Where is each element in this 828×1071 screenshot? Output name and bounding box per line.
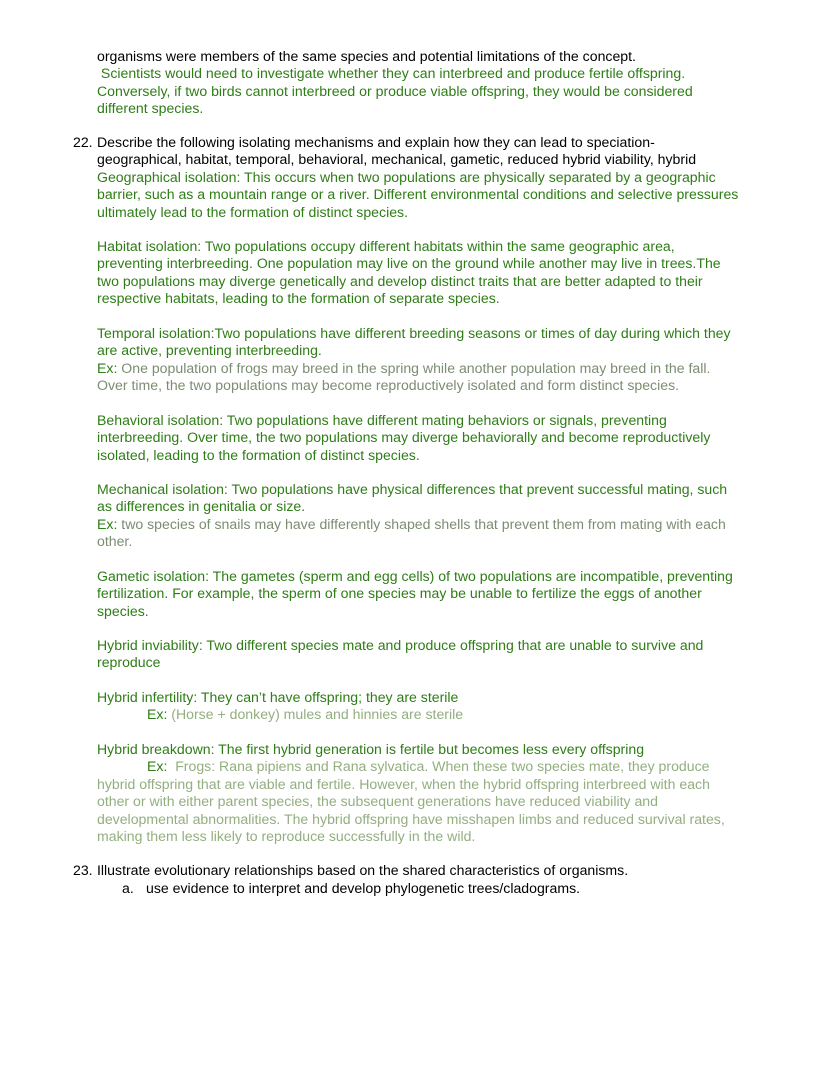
gametic-isolation-line: species. (97, 602, 149, 619)
hybrid-inviability-line: reproduce (97, 654, 161, 671)
mechanical-example-text: other. (97, 533, 133, 550)
gametic-isolation-line: fertilization. For example, the sperm of one species may be unable to fertilize the eggs of another (97, 585, 702, 602)
temporal-example-text: One population of frogs may breed in the spring while another population may breed in the fall. (121, 359, 711, 376)
mechanical-example-line (97, 516, 787, 533)
behavioral-isolation-line: Behavioral isolation: Two populations have different mating behaviors or signals, preventing (97, 412, 667, 428)
q21-answer-line: Conversely, if two birds cannot interbreed or produce viable offspring, they would be considered (97, 82, 693, 99)
example-label: Ex: (147, 758, 172, 775)
q21-question-tail: organisms were members of the same species and potential limitations of the concept. (97, 48, 636, 64)
hybrid-breakdown-example-text: hybrid offspring that are viable and fertile. However, when the hybrid offspring interbreed with each (97, 775, 710, 792)
hybrid-inviability-line: Hybrid inviability: Two different species mate and produce offspring that are unable to survive and (97, 637, 704, 653)
q21-answer-line: Scientists would need to investigate whether they can interbreed and produce fertile offspring. (97, 65, 686, 82)
mechanical-isolation-paragraph (97, 481, 787, 551)
q21-answer-line: different species. (97, 100, 204, 117)
q21-continuation (97, 48, 787, 118)
hybrid-breakdown-example-text: making them less likely to reproduce successfully in the wild. (97, 828, 476, 845)
behavioral-isolation-line: interbreeding. Over time, the two populations may diverge behaviorally and become reproductively (97, 429, 711, 446)
gametic-isolation-line: Gametic isolation: The gametes (sperm and egg cells) of two populations are incompatible, preventing (97, 568, 733, 584)
hybrid-breakdown-example-text: Frogs: Rana pipiens and Rana sylvatica. When these two species mate, they produce (171, 758, 710, 775)
q23-subitem-marker: a. (122, 880, 134, 896)
hybrid-infertility-example-text: (Horse + donkey) mules and hinnies are sterile (171, 706, 464, 723)
habitat-isolation-line: preventing interbreeding. One population may live on the ground while another may live in trees.The (97, 255, 721, 272)
hybrid-breakdown-line: Hybrid breakdown: The first hybrid generation is fertile but becomes less every offspring (97, 741, 645, 757)
geographical-isolation-line: ultimately lead to the formation of distinct species. (97, 203, 408, 220)
mechanical-isolation-line: as differences in genitalia or size. (97, 498, 306, 515)
hybrid-infertility-example (97, 706, 787, 723)
q22-number: 22. (73, 134, 93, 150)
hybrid-breakdown-example-first (97, 758, 787, 775)
habitat-isolation-paragraph (97, 238, 787, 308)
geographical-isolation-line: barrier, such as a mountain range or a river. Different environmental conditions and selective pressures (97, 186, 739, 203)
temporal-example-line (97, 360, 787, 377)
hybrid-breakdown-paragraph (97, 741, 787, 845)
behavioral-isolation-line: isolated, leading to the formation of distinct species. (97, 446, 420, 463)
example-label: Ex: (147, 706, 172, 723)
q23-subitem-text: use evidence to interpret and develop phylogenetic trees/cladograms. (146, 880, 581, 896)
hybrid-infertility-paragraph (97, 689, 787, 724)
behavioral-isolation-paragraph (97, 412, 787, 464)
hybrid-breakdown-example-text: other or with either parent species, the subsequent generations have reduced viability and (97, 793, 658, 810)
temporal-example-text: Over time, the two populations may become reproductively isolated and form distinct species. (97, 377, 680, 394)
habitat-isolation-line: Habitat isolation: Two populations occupy different habitats within the same geographic area, (97, 238, 675, 254)
gametic-isolation-paragraph (97, 568, 787, 620)
q23-subitem-a (122, 880, 581, 897)
hybrid-infertility-line: Hybrid infertility: They can’t have offspring; they are sterile (97, 689, 459, 705)
mechanical-example-text: two species of snails may have differently shaped shells that prevent them from mating with each (121, 515, 726, 532)
hybrid-inviability-paragraph (97, 637, 787, 672)
q23-question: Illustrate evolutionary relationships based on the shared characteristics of organisms. (97, 862, 629, 878)
q23-number: 23. (73, 862, 93, 878)
example-label: Ex: (97, 515, 122, 532)
q22-block (73, 134, 787, 221)
q22-question-line: geographical, habitat, temporal, behavioral, mechanical, gametic, reduced hybrid viability, hybrid (97, 151, 697, 168)
geographical-isolation-line: Geographical isolation: This occurs when two populations are physically separated by a geographic (97, 168, 716, 185)
example-label: Ex: (97, 359, 122, 376)
q22-question-line: Describe the following isolating mechanisms and explain how they can lead to speciation- (97, 134, 655, 150)
temporal-isolation-line: are active, preventing interbreeding. (97, 342, 322, 359)
habitat-isolation-line: two populations may diverge genetically and develop distinct traits that are better adapted to their (97, 272, 703, 289)
hybrid-breakdown-example-text: developmental abnormalities. The hybrid offspring have misshapen limbs and reduced survival rates, (97, 810, 725, 827)
temporal-isolation-paragraph (97, 325, 787, 395)
temporal-isolation-line: Temporal isolation:Two populations have different breeding seasons or times of day during which they (97, 325, 731, 341)
mechanical-isolation-line: Mechanical isolation: Two populations have physical differences that prevent successful mating, such (97, 481, 728, 497)
habitat-isolation-line: respective habitats, leading to the formation of separate species. (97, 290, 500, 307)
q23-block (73, 862, 787, 879)
